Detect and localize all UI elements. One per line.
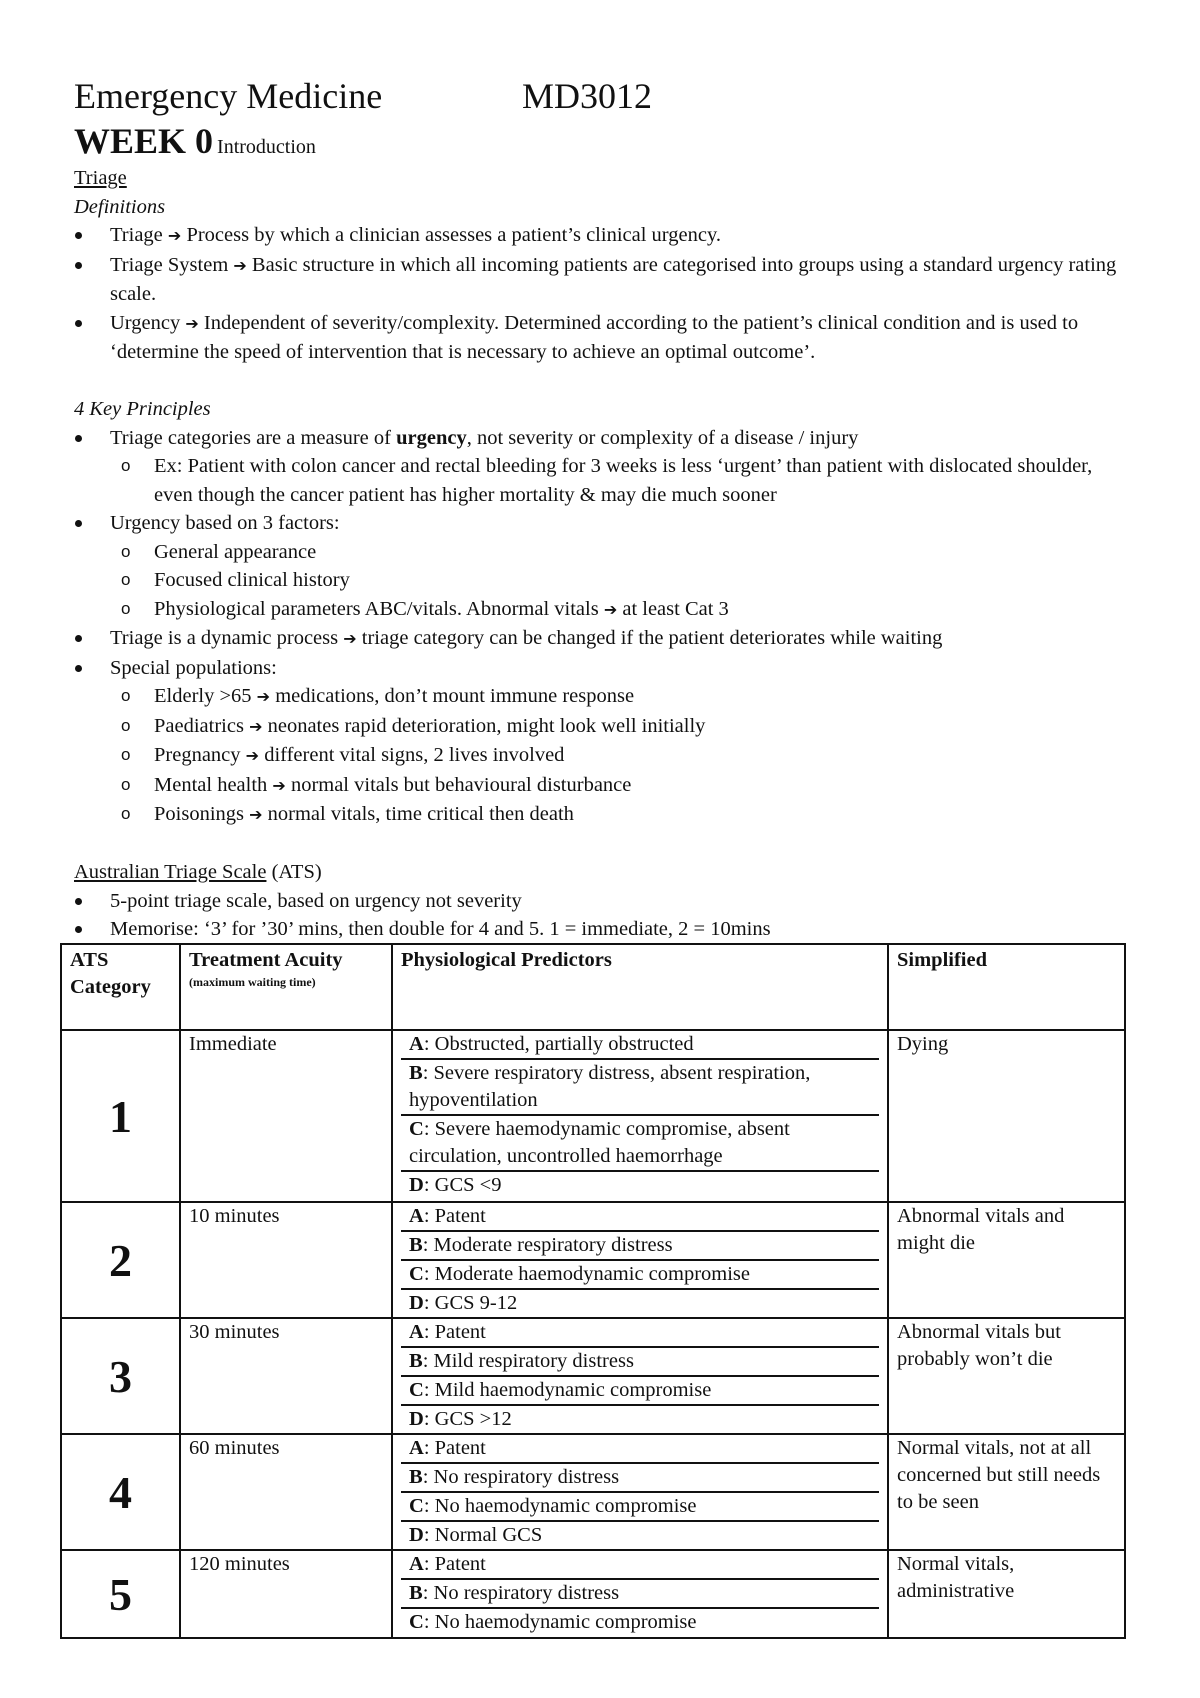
header-simplified: Simplified xyxy=(888,944,1125,1030)
predictor-key: A xyxy=(409,1437,424,1459)
principle-subitem: o Ex: Patient with colon cancer and rectal bleeding for 3 weeks is less ‘urgent’ than patient with dislocated shoulder, even though the cancer patient has higher mortality & may die much sooner xyxy=(74,452,1134,509)
category-cell: 2 xyxy=(61,1202,180,1318)
triage-heading: Triage xyxy=(74,167,127,189)
predictor-key: A xyxy=(409,1321,424,1343)
population-item xyxy=(74,771,1134,801)
predictor-text: : Moderate haemodynamic compromise xyxy=(423,1263,751,1285)
population-item xyxy=(74,800,1134,830)
principle-text: at least Cat 3 xyxy=(622,597,729,620)
predictor-text: : No respiratory distress xyxy=(422,1466,620,1488)
principle-text: , not severity or complexity of a disease / injury xyxy=(466,426,859,449)
category-cell: 5 xyxy=(61,1550,180,1638)
definition-item xyxy=(74,309,1134,367)
arrow-right-icon: ➔ xyxy=(343,629,357,648)
predictor-line xyxy=(401,1609,879,1636)
predictor-text: : Patent xyxy=(423,1437,486,1459)
principle-item xyxy=(74,624,1134,654)
predictors-cell xyxy=(392,1318,888,1434)
population-note: normal vitals but behavioural disturbance xyxy=(290,773,632,796)
predictor-text: : Mild haemodynamic compromise xyxy=(423,1379,712,1401)
population-item xyxy=(74,712,1134,742)
predictor-key: C xyxy=(409,1611,424,1633)
category-cell: 3 xyxy=(61,1318,180,1434)
category-cell: 1 xyxy=(61,1030,180,1202)
predictor-line xyxy=(401,1464,879,1493)
acuity-cell: Immediate xyxy=(180,1030,392,1202)
header-acuity xyxy=(180,944,392,1030)
predictor-line xyxy=(401,1319,879,1348)
population-group: Paediatrics xyxy=(154,714,244,737)
principles-list xyxy=(74,424,1134,830)
predictor-line xyxy=(401,1031,879,1060)
predictor-line xyxy=(401,1116,879,1172)
table-row xyxy=(61,1030,1125,1202)
principles-heading: 4 Key Principles xyxy=(74,398,211,420)
table-row xyxy=(61,1550,1125,1638)
predictor-text: : Mild respiratory distress xyxy=(422,1350,634,1372)
definitions-heading: Definitions xyxy=(74,195,166,218)
acuity-cell: 30 minutes xyxy=(180,1318,392,1434)
definition-item xyxy=(74,251,1134,309)
ats-heading xyxy=(74,858,1134,887)
predictor-key: D xyxy=(409,1292,424,1314)
predictors-cell xyxy=(392,1030,888,1202)
predictor-text: : Severe respiratory distress, absent respiration, hypoventilation xyxy=(409,1062,811,1111)
principle-text: triage category can be changed if the patient deteriorates while waiting xyxy=(361,627,943,649)
predictor-line xyxy=(401,1551,879,1580)
header-acuity-label: Treatment Acuity xyxy=(189,949,343,971)
ats-heading-title: Australian Triage Scale xyxy=(74,861,267,883)
subject-title: Emergency Medicine xyxy=(74,76,383,116)
predictor-key: A xyxy=(409,1553,424,1575)
predictor-text: : Normal GCS xyxy=(423,1524,543,1546)
predictor-text: : Moderate respiratory distress xyxy=(422,1234,673,1256)
ats-heading-suffix: (ATS) xyxy=(266,861,322,883)
definition-item xyxy=(74,221,1134,251)
predictor-key: B xyxy=(409,1582,423,1604)
definition-term: Urgency xyxy=(110,311,181,334)
predictor-text: : Patent xyxy=(423,1205,486,1227)
acuity-cell: 60 minutes xyxy=(180,1434,392,1550)
predictor-text: : Obstructed, partially obstructed xyxy=(423,1033,694,1055)
predictor-key: C xyxy=(409,1118,424,1140)
simplified-cell: Abnormal vitals but probably won’t die xyxy=(888,1318,1125,1434)
table-row xyxy=(61,1318,1125,1434)
predictor-text: : GCS 9-12 xyxy=(423,1292,518,1314)
principle-subitem: o Focused clinical history xyxy=(74,566,1134,595)
principle-text: Physiological parameters ABC/vitals. Abnormal vitals xyxy=(154,597,599,620)
principle-item: Urgency based on 3 factors: xyxy=(74,509,1134,538)
simplified-cell: Abnormal vitals and might die xyxy=(888,1202,1125,1318)
predictor-line xyxy=(401,1377,879,1406)
ats-bullet: Memorise: ‘3’ for ’30’ mins, then double for 4 and 5. 1 = immediate, 2 = 10mins xyxy=(74,915,1134,944)
arrow-right-icon: ➔ xyxy=(603,599,618,619)
predictor-key: B xyxy=(409,1062,423,1084)
population-group: Elderly >65 xyxy=(154,685,252,707)
population-note: neonates rapid deterioration, might look well initially xyxy=(267,714,706,737)
population-group: Pregnancy xyxy=(154,744,241,766)
predictor-line xyxy=(401,1348,879,1377)
predictors-cell xyxy=(392,1550,888,1638)
principle-item xyxy=(74,424,1134,453)
table-row xyxy=(61,1202,1125,1318)
predictor-line xyxy=(401,1203,879,1232)
table-row xyxy=(61,1434,1125,1550)
predictor-line xyxy=(401,1261,879,1290)
ats-bullet: 5-point triage scale, based on urgency not severity xyxy=(74,887,1134,916)
arrow-right-icon: ➔ xyxy=(245,746,260,765)
definition-term: Triage System xyxy=(110,253,229,276)
course-code: MD3012 xyxy=(522,76,653,116)
acuity-cell: 120 minutes xyxy=(180,1550,392,1638)
predictor-key: D xyxy=(409,1174,424,1196)
principle-text: Triage categories are a measure of xyxy=(110,426,397,449)
definition-term: Triage xyxy=(110,224,163,246)
acuity-cell: 10 minutes xyxy=(180,1202,392,1318)
week-title: Introduction xyxy=(217,136,316,158)
predictor-key: C xyxy=(409,1495,424,1517)
predictor-key: C xyxy=(409,1263,424,1285)
header-predictors: Physiological Predictors xyxy=(392,944,888,1030)
category-cell: 4 xyxy=(61,1434,180,1550)
predictor-key: C xyxy=(409,1379,424,1401)
arrow-right-icon: ➔ xyxy=(272,775,286,795)
predictor-key: D xyxy=(409,1524,424,1546)
predictor-line xyxy=(401,1435,879,1464)
population-group: Poisonings xyxy=(154,803,244,825)
definition-text: Independent of severity/complexity. Determined according to the patient’s clinical condition and is used to ‘determine the speed of intervention that is necessary to achieve an optimal outcome’. xyxy=(110,311,1079,363)
predictor-text: : Patent xyxy=(423,1321,486,1343)
arrow-right-icon: ➔ xyxy=(167,226,182,245)
week-label: WEEK 0 xyxy=(74,121,214,161)
predictor-key: A xyxy=(409,1033,424,1055)
simplified-cell: Normal vitals, not at all concerned but still needs to be seen xyxy=(888,1434,1125,1550)
predictor-line xyxy=(401,1172,879,1199)
predictor-line xyxy=(401,1493,879,1522)
predictor-key: B xyxy=(409,1350,423,1372)
arrow-right-icon: ➔ xyxy=(249,805,263,824)
population-note: normal vitals, time critical then death xyxy=(267,803,574,825)
arrow-right-icon: ➔ xyxy=(233,255,247,275)
table-header-row xyxy=(61,944,1125,1030)
ats-table xyxy=(60,943,1126,1639)
simplified-cell: Normal vitals, administrative xyxy=(888,1550,1125,1638)
predictor-key: B xyxy=(409,1234,423,1256)
document-title xyxy=(74,74,1134,118)
definition-text: Basic structure in which all incoming patients are categorised into groups using a standard urgency rating scale. xyxy=(110,253,1117,305)
predictor-text: : GCS >12 xyxy=(423,1408,512,1430)
week-heading xyxy=(74,118,1134,164)
header-acuity-sub: (maximum waiting time) xyxy=(189,975,316,989)
predictor-line xyxy=(401,1232,879,1261)
predictor-key: B xyxy=(409,1466,423,1488)
predictors-cell xyxy=(392,1202,888,1318)
principle-emphasis: urgency xyxy=(396,426,467,449)
predictor-text: : No respiratory distress xyxy=(422,1582,620,1604)
predictor-line xyxy=(401,1406,879,1433)
predictor-key: D xyxy=(409,1408,424,1430)
arrow-right-icon: ➔ xyxy=(185,313,199,333)
header-category: ATS Category xyxy=(61,944,180,1030)
definition-text: Process by which a clinician assesses a patient’s clinical urgency. xyxy=(186,224,721,246)
document-page xyxy=(74,74,1134,944)
population-group: Mental health xyxy=(154,773,268,796)
population-item xyxy=(74,682,1134,712)
predictor-key: A xyxy=(409,1205,424,1227)
predictor-text: : Patent xyxy=(423,1553,486,1575)
principle-subitem xyxy=(74,595,1134,625)
definitions-list xyxy=(74,221,1134,367)
predictor-text: : No haemodynamic compromise xyxy=(423,1611,697,1633)
arrow-right-icon: ➔ xyxy=(249,716,263,736)
predictor-line xyxy=(401,1290,879,1317)
principle-text: Triage is a dynamic process xyxy=(110,627,339,649)
population-item xyxy=(74,741,1134,771)
arrow-right-icon: ➔ xyxy=(256,687,271,706)
predictor-line xyxy=(401,1522,879,1549)
principle-item: Special populations: xyxy=(74,654,1134,683)
population-note: medications, don’t mount immune response xyxy=(275,685,635,707)
predictor-text: : GCS <9 xyxy=(423,1174,502,1196)
predictor-text: : No haemodynamic compromise xyxy=(423,1495,697,1517)
predictor-text: : Severe haemodynamic compromise, absent circulation, uncontrolled haemorrhage xyxy=(409,1118,790,1167)
ats-bullets xyxy=(74,887,1134,944)
predictor-line xyxy=(401,1060,879,1116)
principle-subitem: o General appearance xyxy=(74,538,1134,567)
population-note: different vital signs, 2 lives involved xyxy=(264,744,565,766)
predictors-cell xyxy=(392,1434,888,1550)
simplified-cell: Dying xyxy=(888,1030,1125,1202)
predictor-line xyxy=(401,1580,879,1609)
